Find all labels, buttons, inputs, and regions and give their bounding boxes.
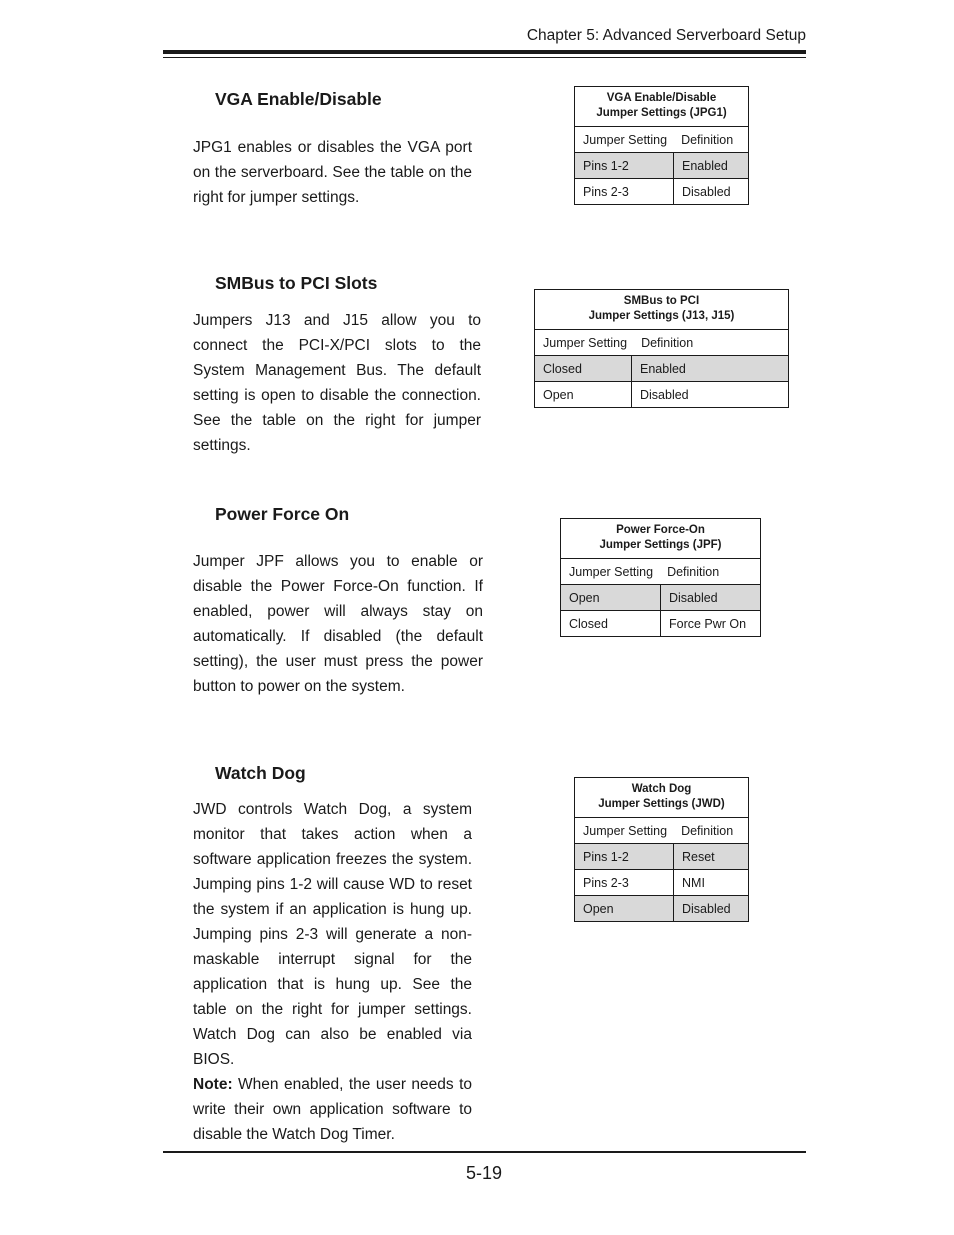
cell-setting: Open bbox=[575, 896, 674, 922]
table-row bbox=[575, 844, 749, 870]
table-title-line2: Jumper Settings (JPG1) bbox=[596, 107, 727, 119]
cell-setting: Closed bbox=[535, 356, 632, 382]
table-title-line1: Watch Dog bbox=[631, 783, 692, 795]
vga-body-text: JPG1 enables or disables the VGA port on the serverboard. See the table on the right for jumper settings. bbox=[193, 139, 472, 206]
table-row bbox=[561, 611, 761, 637]
vga-heading: VGA Enable/Disable bbox=[215, 89, 382, 109]
table-title-line1: VGA Enable/Disable bbox=[606, 92, 717, 104]
note-text: When enabled, the user needs to write their own application software to disable the Watch Dog Timer. bbox=[193, 1076, 472, 1143]
table-title-line1: SMBus to PCI bbox=[623, 295, 700, 307]
table-row bbox=[535, 382, 789, 408]
table-row bbox=[575, 870, 749, 896]
note-label: Note: bbox=[193, 1076, 233, 1093]
column-header-setting: Jumper Setting bbox=[569, 564, 654, 579]
column-header-definition: Definition bbox=[681, 823, 734, 838]
table-row bbox=[575, 153, 749, 179]
column-header-definition: Definition bbox=[681, 132, 734, 147]
cell-setting: Pins 2-3 bbox=[575, 179, 674, 205]
cell-setting: Pins 1-2 bbox=[575, 844, 674, 870]
table-column-headers bbox=[535, 330, 789, 356]
table-title-line1: Power Force-On bbox=[616, 524, 705, 536]
smbus-body-text: Jumpers J13 and J15 allow you to connect the PCI-X/PCI slots to the System Management Bus. The default setting is open to disable the connection. See the table on the right for jumper settings. bbox=[193, 312, 481, 454]
cell-setting: Pins 1-2 bbox=[575, 153, 674, 179]
table-row bbox=[561, 585, 761, 611]
table-title-line2: Jumper Settings (JPF) bbox=[599, 539, 722, 551]
table-title-line2: Jumper Settings (J13, J15) bbox=[588, 310, 735, 322]
watchdog-body bbox=[193, 797, 472, 1147]
table-row bbox=[535, 356, 789, 382]
cell-definition: Disabled bbox=[661, 585, 761, 611]
table-title bbox=[575, 778, 749, 818]
chapter-title: Chapter 5: Advanced Serverboard Setup bbox=[526, 27, 806, 44]
table-column-headers bbox=[575, 818, 749, 844]
smbus-heading: SMBus to PCI Slots bbox=[215, 273, 378, 293]
table-row bbox=[575, 179, 749, 205]
table-title bbox=[575, 87, 749, 127]
table-title bbox=[561, 519, 761, 559]
power-jumper-table bbox=[560, 518, 761, 637]
column-header-setting: Jumper Setting bbox=[583, 823, 668, 838]
cell-definition: Force Pwr On bbox=[669, 616, 747, 631]
header-rule bbox=[163, 50, 806, 54]
cell-setting: Pins 2-3 bbox=[575, 870, 674, 896]
column-header-definition: Definition bbox=[641, 335, 694, 350]
footer-rule bbox=[163, 1151, 806, 1153]
power-body bbox=[193, 549, 483, 699]
cell-definition: Reset bbox=[674, 844, 749, 870]
table-column-headers bbox=[575, 127, 749, 153]
cell-definition: Disabled bbox=[640, 387, 689, 402]
column-header-definition: Definition bbox=[667, 564, 720, 579]
watchdog-note bbox=[193, 1072, 472, 1147]
cell-setting: Open bbox=[561, 585, 661, 611]
watchdog-body-text: JWD controls Watch Dog, a system monitor that takes action when a software application freezes the system. Jumping pins 1-2 will cause WD to reset the system if an application is hung up. Jumping pins 2-3 will generate a non-maskable interrupt signal for the application that is hung up. See the table on the right for jumper settings. Watch Dog can also be enabled via BIOS. bbox=[193, 801, 472, 1068]
cell-definition: Disabled bbox=[682, 184, 731, 199]
watchdog-jumper-table bbox=[574, 777, 749, 922]
header-rule-thin bbox=[163, 57, 806, 58]
table-title bbox=[535, 290, 789, 330]
cell-definition: Enabled bbox=[674, 153, 749, 179]
smbus-jumper-table bbox=[534, 289, 789, 408]
column-header-setting: Jumper Setting bbox=[583, 132, 668, 147]
table-column-headers bbox=[561, 559, 761, 585]
cell-definition: Enabled bbox=[632, 356, 789, 382]
power-heading: Power Force On bbox=[215, 504, 350, 524]
page-number: 5-19 bbox=[465, 1163, 503, 1183]
power-body-text: Jumper JPF allows you to enable or disable the Power Force-On function. If enabled, power will always stay on automatically. If disabled (the default setting), the user must press the power button to power on the system. bbox=[193, 553, 483, 695]
cell-setting: Closed bbox=[561, 611, 661, 637]
vga-body bbox=[193, 135, 472, 210]
cell-setting: Open bbox=[535, 382, 632, 408]
column-header-setting: Jumper Setting bbox=[543, 335, 628, 350]
table-title-line2: Jumper Settings (JWD) bbox=[598, 798, 725, 810]
cell-definition: NMI bbox=[674, 870, 749, 896]
smbus-body bbox=[193, 308, 481, 458]
table-row bbox=[575, 896, 749, 922]
vga-jumper-table bbox=[574, 86, 749, 205]
cell-definition: Disabled bbox=[674, 896, 749, 922]
watchdog-heading: Watch Dog bbox=[215, 763, 306, 783]
